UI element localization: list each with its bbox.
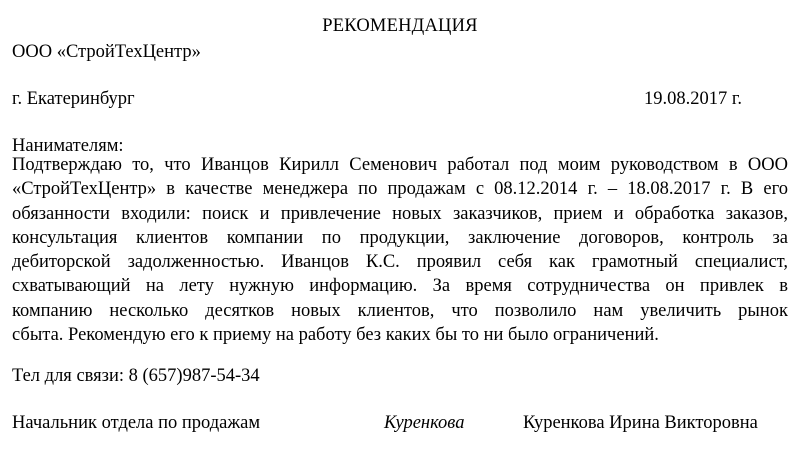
signer-position: Начальник отдела по продажам [12, 413, 261, 433]
body-line: обязанности входили: поиск и привлечение новых заказчиков, прием и обработка заказов, [12, 203, 788, 224]
document-title: РЕКОМЕНДАЦИЯ [322, 16, 478, 36]
letter-body [12, 153, 788, 347]
document-date: 19.08.2017 г. [643, 89, 742, 109]
body-line: Подтверждаю то, что Иванцов Кирилл Семенович работал под моим руководством в ООО [12, 155, 788, 175]
contact-phone: Тел для связи: 8 (657)987-54-34 [12, 366, 260, 386]
company-name: ООО «СтройТехЦентр» [12, 42, 201, 62]
signature-block [12, 411, 788, 435]
body-line: сбыта. Рекомендую его к приему на работу без каких бы то ни было ограничений. [12, 325, 659, 346]
city: г. Екатеринбург [12, 89, 135, 109]
body-line: дебиторской задолженностью. Иванцов К.С. проявил себя как грамотный специалист, [12, 252, 788, 273]
signer-name: Куренкова Ирина Викторовна [523, 413, 758, 433]
body-line: «СтройТехЦентр» в качестве менеджера по продажам с 08.12.2014 г. – 18.08.2017 г. В его [12, 179, 788, 200]
body-line: компанию несколько десятков новых клиентов, что позволило нам увеличить рынок [12, 300, 788, 321]
addressee: Нанимателям: [12, 136, 124, 156]
handwritten-signature: Куренкова [384, 413, 465, 433]
body-line: схватывающий на лету нужную информацию. За время сотрудничества он привлек в [12, 276, 788, 297]
body-line: консультация клиентов компании по продукции, заключение договоров, контроль за [12, 227, 788, 248]
